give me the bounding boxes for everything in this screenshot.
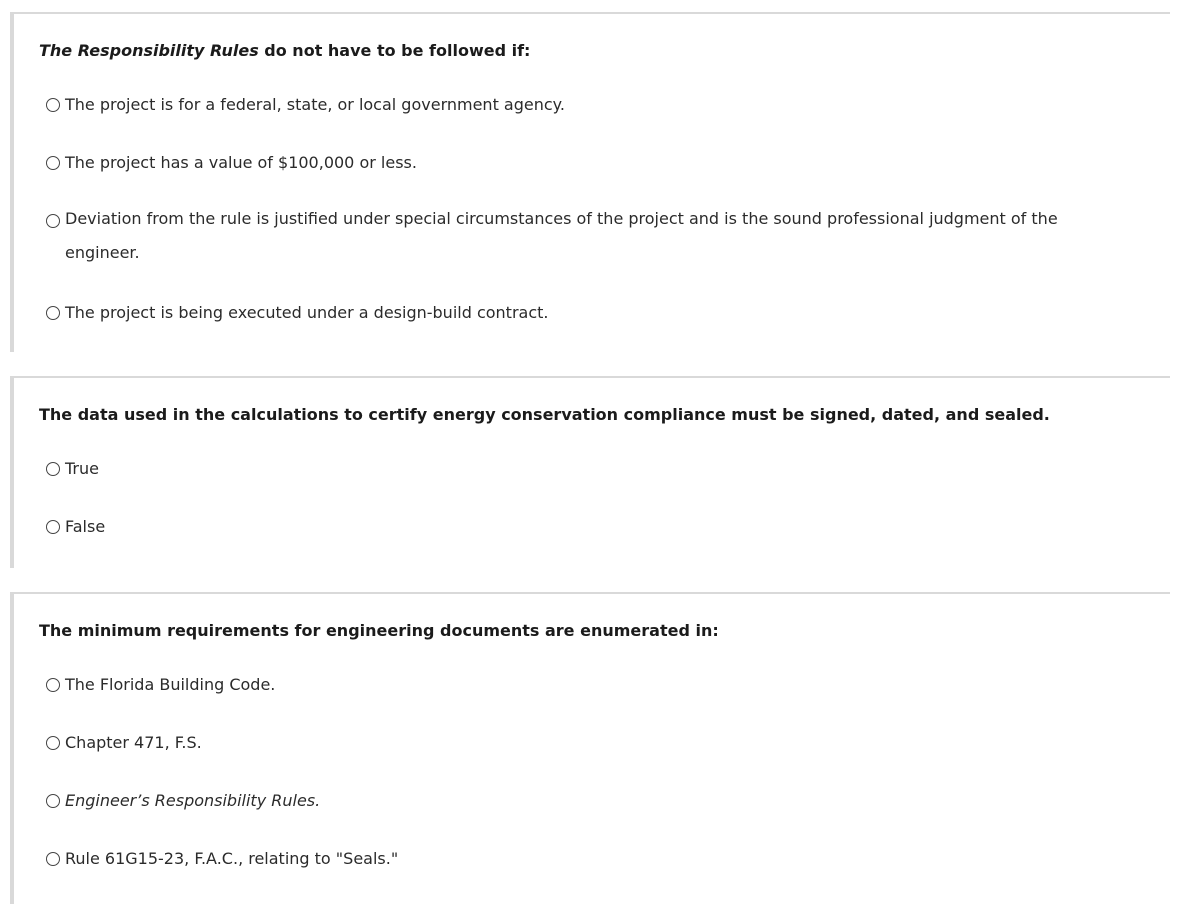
question-1-stem-rest: do not have to be followed if: [258, 41, 531, 60]
option-label: True [65, 459, 99, 478]
option-label: The project is for a federal, state, or local government agency. [65, 95, 565, 114]
question-1-stem [39, 40, 530, 62]
option-label: Engineer’s Responsibility Rules. [65, 791, 321, 810]
radio-button[interactable] [46, 794, 60, 808]
radio-button[interactable] [46, 156, 60, 170]
question-1-option-1[interactable] [46, 94, 1126, 116]
radio-button[interactable] [46, 98, 60, 112]
radio-button[interactable] [46, 736, 60, 750]
option-label: False [65, 517, 106, 536]
option-label: Chapter 471, F.S. [65, 733, 202, 752]
question-3 [10, 592, 1170, 904]
option-label: Rule 61G15-23, F.A.C., relating to "Seals." [65, 849, 399, 868]
option-label: The Florida Building Code. [65, 675, 276, 694]
question-3-option-4[interactable] [46, 848, 1126, 870]
radio-button[interactable] [46, 306, 60, 320]
radio-button[interactable] [46, 520, 60, 534]
question-3-option-3[interactable] [46, 790, 1126, 812]
radio-button[interactable] [46, 214, 60, 228]
question-1-option-4[interactable] [46, 302, 1126, 324]
radio-button[interactable] [46, 678, 60, 692]
question-1 [10, 12, 1170, 352]
question-1-option-3[interactable] [46, 210, 1126, 270]
option-label: Deviation from the rule is justified under special circumstances of the project and is the sound professional judgment of the engineer. [65, 209, 1058, 262]
question-1-stem-emphasis: The Responsibility Rules [39, 41, 259, 60]
question-2 [10, 376, 1170, 568]
option-label: The project is being executed under a design-build contract. [65, 303, 549, 322]
option-label: The project has a value of $100,000 or less. [65, 153, 417, 172]
question-2-option-true[interactable] [46, 458, 1126, 480]
question-3-stem: The minimum requirements for engineering documents are enumerated in: [39, 621, 719, 640]
question-3-option-1[interactable] [46, 674, 1126, 696]
radio-button[interactable] [46, 852, 60, 866]
radio-button[interactable] [46, 462, 60, 476]
question-3-option-2[interactable] [46, 732, 1126, 754]
question-2-option-false[interactable] [46, 516, 1126, 538]
question-1-option-2[interactable] [46, 152, 1126, 174]
question-2-stem: The data used in the calculations to certify energy conservation compliance must be signed, dated, and sealed. [39, 405, 1050, 424]
